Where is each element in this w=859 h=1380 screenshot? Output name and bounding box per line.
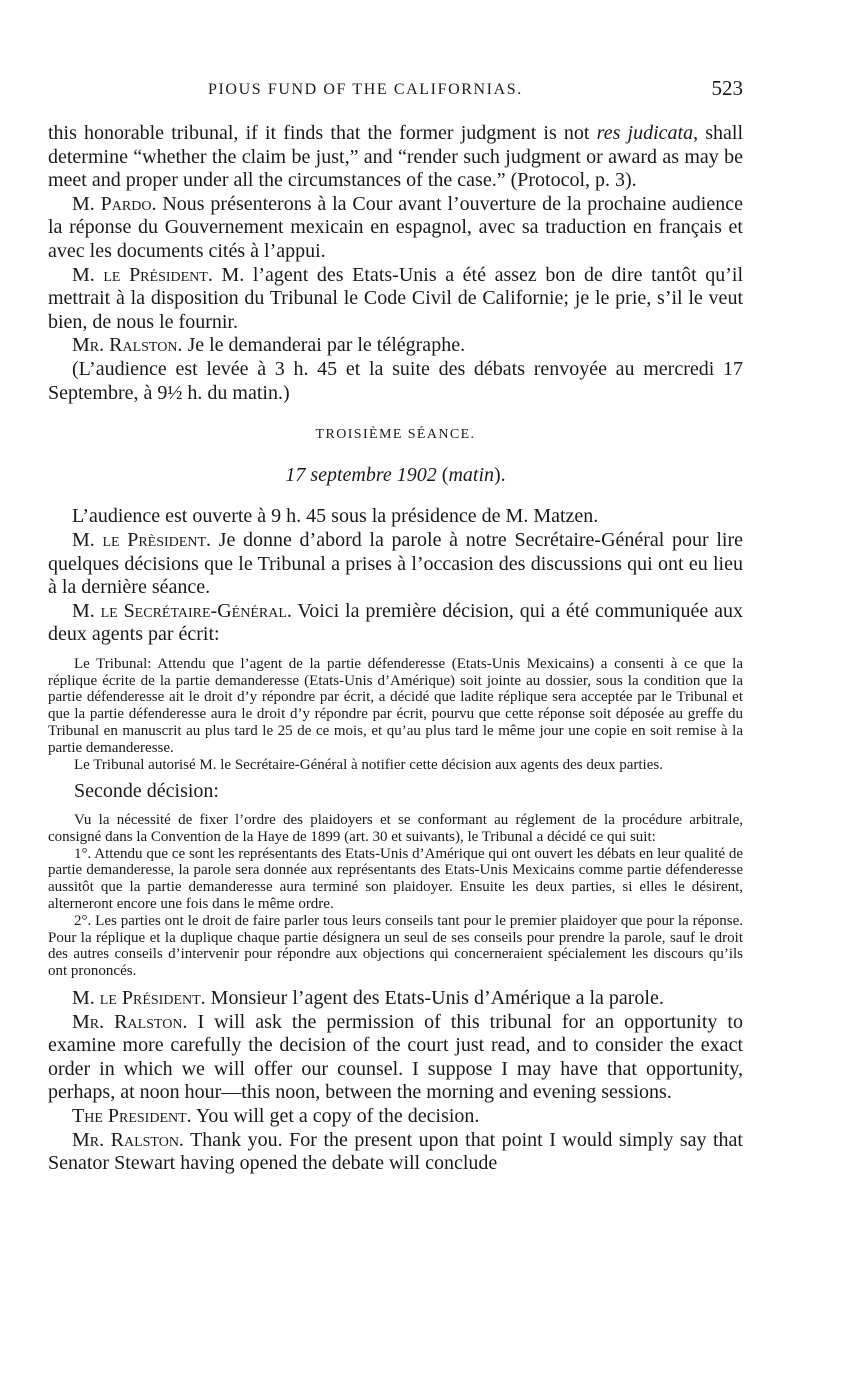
speech-text: Thank you. For the present upon that point I would simply say that Senator Stewart having opened the debate will conclude	[48, 1128, 743, 1175]
paragraph-text: this honorable tribunal, if it finds that the former judgment is not	[48, 122, 597, 144]
page-body	[48, 122, 743, 1176]
res-judicata-italic: res judicata	[596, 122, 694, 144]
speech-text: M. l’agent des Etats-Unis a été assez bon de dire tantôt qu’il mettrait à la disposition du Tribunal le Code Civil de Californie; je le prie, s’il le veut bien, de nous le fournir.	[48, 263, 743, 333]
paragraph-ralston-3	[48, 1129, 743, 1176]
decision-2-item-1: 1°. Attendu que ce sont les représentants des Etats-Unis d’Amérique qui ont ouvert les débats en leur qualité de partie demanderesse, la parole sera donnée aux représentants des Etats-Unis Mexicains comme partie défenderesse aussitôt que la partie demanderesse aura terminé son plaidoyer. Ensuite les deux parties, si elles le désirent, alterneront encore une fois dans le même ordre.	[48, 845, 743, 913]
speaker-name: M. Pardo.	[72, 192, 157, 215]
section-title: TROISIÈME SÉANCE.	[315, 427, 476, 443]
speech-text: Je le demanderai par le télégraphe.	[182, 334, 466, 357]
speech-text: I will ask the permission of this tribunal for an opportunity to examine more carefully the decision of the court just read, and to consider the exact order in which we will offer our counsel. I suppose I may have that opportunity, perhaps, at noon hour—this noon, between the morning and evening sessions.	[48, 1010, 743, 1104]
paragraph-president-4	[48, 1105, 743, 1129]
speaker-name: The President.	[72, 1104, 192, 1127]
session-date: 17 septembre 1902 (matin).	[285, 463, 506, 486]
paragraph-adjournment: (L’audience est levée à 3 h. 45 et la suite des débats renvoyée au mercredi 17 Septembre, à 9½ h. du matin.)	[48, 357, 743, 404]
speaker-name: M. le Président.	[72, 987, 206, 1010]
paragraph-continuation	[48, 122, 743, 193]
decision-2-item-2: 2°. Les parties ont le droit de faire parler tous leurs conseils tant pour le premier plaidoyer que pour la réponse. Pour la réplique et la duplique chaque partie désignera un seul de ses conseils pour prendre la parole, sauf le droit des autres conseils d’intervenir pour répondre aux objections qui concerneraient spécialement les discours qu’ils ont prononcés.	[48, 912, 743, 980]
speech-text: You will get a copy of the decision.	[191, 1104, 480, 1127]
paragraph-pardo	[48, 193, 743, 264]
running-head: PIOUS FUND OF THE CALIFORNIAS.	[208, 81, 523, 98]
speaker-name: Mr. Ralston.	[72, 1128, 184, 1151]
time-text: matin	[448, 463, 495, 486]
paragraph-text: , shall determine “whether the claim be just,” and “render such judgment or award as may be meet and proper under all the circumstances of the case.” (Protocol, p. 3).	[48, 122, 744, 192]
paragraph-ralston-2	[48, 1011, 743, 1105]
paragraph-secretary	[48, 600, 743, 647]
speaker-name: M. le Prèsident.	[72, 528, 212, 551]
decision-1-notification: Le Tribunal autorisé M. le Secrétaire-Général à notifier cette décision aux agents des deux parties.	[74, 756, 663, 773]
speech-text: Monsieur l’agent des Etats-Unis d’Amérique a la parole.	[205, 987, 664, 1010]
date-text: 17 septembre 1902	[285, 463, 437, 486]
page-header	[48, 76, 743, 106]
second-decision-heading: Seconde décision:	[74, 780, 219, 803]
paragraph-ralston	[48, 334, 743, 358]
speech-text: Je donne d’abord la parole à notre Secrétaire-Général pour lire quelques décisions que le Tribunal a prises à l’occasion des discussions qui ont eu lieu à la dernière séance.	[48, 528, 744, 599]
paragraph-president-3	[48, 987, 743, 1011]
decision-2-preamble: Vu la nécessité de fixer l’ordre des plaidoyers et se conformant au réglement de la procédure arbitrale, consigné dans la Convention de la Haye de 1899 (art. 30 et suivants), le Tribunal a décidé ce qui suit:	[48, 812, 743, 845]
speaker-name: M. le Président.	[72, 263, 213, 286]
speaker-name: Mr. Ralston.	[72, 1010, 188, 1033]
speech-text: Voici la première décision, qui a été communiquée aux deux agents par écrit:	[48, 599, 743, 646]
speaker-name: M. le Secrétaire-Général.	[72, 599, 292, 622]
speaker-name: Mr. Ralston.	[72, 334, 183, 357]
page-number: 523	[711, 76, 743, 100]
paragraph-president-2	[48, 529, 743, 600]
paragraph-opening: L’audience est ouverte à 9 h. 45 sous la présidence de M. Matzen.	[72, 505, 599, 528]
decision-1-text: Le Tribunal: Attendu que l’agent de la partie défenderesse (Etats-Unis Mexicains) a consenti à ce que la réplique écrite de la partie demanderesse (Etats-Unis d’Amérique) soit jointe au dossier, sous la condition que la partie défenderesse ait le droit d’y répondre par écrit, a décidé que ladite réplique sera acceptée par le Tribunal et que la partie défenderesse aura le droit d’y répondre par écrit, pourvu que cette réponse soit déposée au greffe du Tribunal en manuscrit au plus tard le 25 de ce mois, et qu’au plus tard le même jour une copie en soit remise à la partie demanderesse.	[48, 655, 743, 756]
speech-text: Nous présenterons à la Cour avant l’ouverture de la prochaine audience la réponse du Gouvernement mexicain en espagnol, avec sa traduction en français et avec les documents cités à l’appui.	[48, 192, 743, 262]
paragraph-president	[48, 264, 743, 335]
